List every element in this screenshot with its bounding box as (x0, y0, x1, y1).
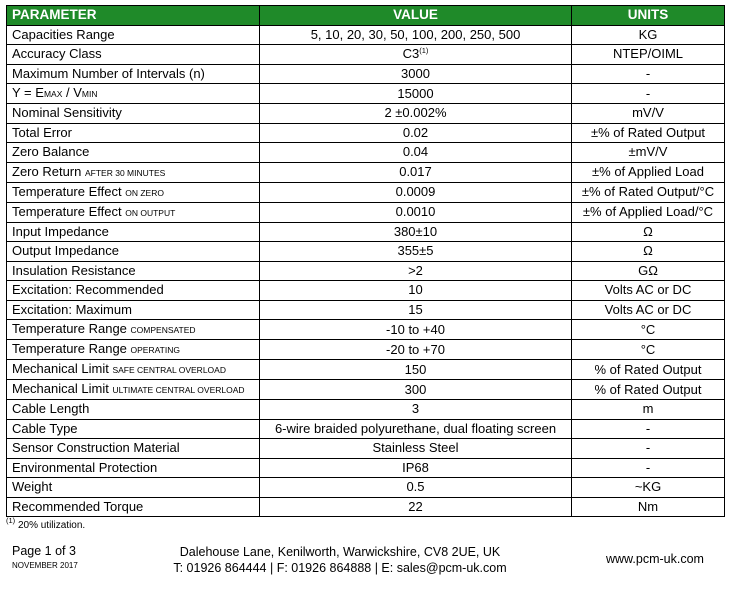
value-text: IP68 (402, 459, 429, 475)
units-cell: ±% of Rated Output/°C (572, 182, 725, 202)
parameter-qualifier: ON ZERO (125, 187, 164, 198)
parameter-name: Recommended Torque (12, 498, 144, 514)
parameter-name: Zero Balance (12, 144, 90, 160)
value-cell (260, 497, 572, 517)
units-cell: - (572, 458, 725, 478)
units-cell: Ω (572, 222, 725, 242)
parameter-name: Temperature Range (12, 341, 127, 356)
table-row (7, 182, 725, 202)
value-text: 0.04 (402, 144, 429, 160)
value-footnote-marker: (1) (419, 46, 429, 56)
parameter-cell (7, 458, 260, 478)
table-row (7, 45, 725, 65)
value-text: -20 to +70 (386, 341, 445, 357)
table-row (7, 300, 725, 320)
value-text: 0.0009 (395, 184, 436, 199)
value-text: 2 ±0.002% (384, 105, 447, 121)
value-cell (260, 123, 572, 143)
value-cell (260, 419, 572, 439)
units-cell: ±mV/V (572, 143, 725, 163)
table-row (7, 340, 725, 360)
footer-contact: T: 01926 864444 | F: 01926 864888 | E: sales@pcm-uk.com (173, 561, 507, 575)
value-cell (260, 84, 572, 104)
value-cell (260, 182, 572, 202)
parameter-name: Mechanical Limit (12, 361, 109, 376)
units-cell: Ω (572, 242, 725, 262)
value-cell (260, 281, 572, 301)
table-row (7, 64, 725, 84)
table-row (7, 242, 725, 262)
table-row (7, 202, 725, 222)
value-cell (260, 242, 572, 262)
parameter-name: Weight (12, 479, 53, 495)
value-text: 22 (408, 498, 423, 514)
parameter-cell (7, 300, 260, 320)
parameter-cell (7, 400, 260, 420)
document-date: NOVEMBER 2017 (12, 561, 78, 570)
parameter-name: Insulation Resistance (12, 262, 136, 278)
footnote-text: 20% utilization. (15, 520, 86, 531)
parameter-cell (7, 25, 260, 45)
table-row (7, 143, 725, 163)
units-cell: - (572, 84, 725, 104)
table-row (7, 25, 725, 45)
value-text: >2 (408, 262, 423, 278)
footer-address-block (160, 544, 520, 576)
parameter-qualifier: OPERATING (130, 345, 180, 355)
value-cell (260, 400, 572, 420)
units-cell: GΩ (572, 261, 725, 281)
parameter-cell (7, 64, 260, 84)
value-cell (260, 104, 572, 124)
table-body (7, 25, 725, 517)
table-row (7, 478, 725, 498)
value-cell (260, 300, 572, 320)
table-row (7, 162, 725, 182)
header-parameter: PARAMETER (7, 6, 260, 26)
value-text: 355±5 (397, 243, 434, 259)
parameter-cell (7, 281, 260, 301)
value-cell (260, 162, 572, 182)
value-text: Stainless Steel (372, 440, 459, 456)
header-units: UNITS (572, 6, 725, 26)
parameter-qualifier: COMPENSATED (130, 325, 196, 335)
value-cell (260, 25, 572, 45)
parameter-subscript: MAX (43, 89, 63, 99)
parameter-cell (7, 419, 260, 439)
table-row (7, 320, 725, 340)
parameter-name: Mechanical Limit (12, 381, 109, 396)
table-row (7, 222, 725, 242)
parameter-name: Excitation: Maximum (12, 301, 132, 317)
parameter-name: Capacities Range (12, 26, 115, 42)
table-row (7, 281, 725, 301)
parameter-name: Accuracy Class (12, 46, 102, 62)
parameter-name: Output Impedance (12, 243, 119, 259)
parameter-name: Total Error (12, 124, 72, 140)
value-text: 300 (404, 381, 427, 397)
table-row (7, 123, 725, 143)
header-value: VALUE (260, 6, 572, 26)
value-text: C3 (402, 46, 420, 62)
footer-website: www.pcm-uk.com (606, 552, 704, 566)
footer-left (12, 544, 78, 570)
parameter-cell (7, 380, 260, 400)
value-cell (260, 222, 572, 242)
table-row (7, 84, 725, 104)
value-cell (260, 439, 572, 459)
parameter-name: Y = E (12, 85, 44, 100)
parameter-name: Temperature Effect (12, 203, 122, 219)
table-row (7, 104, 725, 124)
table-row (7, 360, 725, 380)
units-cell: % of Rated Output (572, 380, 725, 400)
parameter-cell (7, 320, 260, 340)
parameter-qualifier: SAFE CENTRAL OVERLOAD (112, 365, 226, 375)
value-cell (260, 478, 572, 498)
parameter-cell (7, 497, 260, 517)
parameter-cell (7, 45, 260, 65)
units-cell: Volts AC or DC (572, 300, 725, 320)
table-row (7, 400, 725, 420)
units-cell: Volts AC or DC (572, 281, 725, 301)
value-text: 15 (408, 301, 423, 317)
value-cell (260, 45, 572, 65)
table-row (7, 261, 725, 281)
value-text: 6-wire braided polyurethane, dual floating screen (274, 420, 557, 436)
value-text: 150 (404, 361, 427, 377)
parameter-cell (7, 84, 260, 104)
parameter-name: Cable Length (12, 401, 90, 417)
parameter-cell (7, 360, 260, 380)
parameter-cell (7, 222, 260, 242)
parameter-name: Zero Return (12, 163, 82, 179)
value-cell (260, 143, 572, 163)
parameter-cell (7, 143, 260, 163)
value-text: 3 (411, 401, 420, 417)
parameter-name: Nominal Sensitivity (12, 105, 122, 121)
parameter-cell (7, 123, 260, 143)
value-text: 380±10 (393, 223, 438, 239)
units-cell: ±% of Rated Output (572, 123, 725, 143)
value-cell (260, 340, 572, 360)
parameter-mid: / V (62, 85, 82, 100)
table-header-row (7, 6, 725, 26)
value-text: 0.0010 (395, 204, 436, 219)
units-cell: - (572, 64, 725, 84)
value-text: 10 (408, 282, 423, 298)
units-cell: KG (572, 25, 725, 45)
units-cell: m (572, 400, 725, 420)
table-row (7, 439, 725, 459)
page-number: Page 1 of 3 (12, 544, 76, 558)
parameter-cell (7, 340, 260, 360)
units-cell: °C (572, 320, 725, 340)
units-cell: NTEP/OIML (572, 45, 725, 65)
value-cell (260, 360, 572, 380)
value-cell (260, 380, 572, 400)
parameter-cell (7, 182, 260, 202)
parameter-name: Input Impedance (12, 223, 109, 239)
parameter-cell (7, 478, 260, 498)
parameter-name: Maximum Number of Intervals (n) (12, 65, 205, 81)
value-cell (260, 64, 572, 84)
units-cell: % of Rated Output (572, 360, 725, 380)
units-cell: ±% of Applied Load (572, 162, 725, 182)
value-text: 5, 10, 20, 30, 50, 100, 200, 250, 500 (310, 26, 521, 42)
value-cell (260, 458, 572, 478)
parameter-name: Cable Type (12, 420, 78, 436)
parameter-name: Temperature Range (12, 321, 127, 336)
parameter-name: Sensor Construction Material (12, 440, 180, 456)
footnote-marker: (1) (6, 516, 16, 525)
value-text: 0.017 (399, 164, 432, 179)
value-text: 3000 (401, 65, 430, 81)
parameter-cell (7, 242, 260, 262)
value-cell (260, 261, 572, 281)
value-cell (260, 202, 572, 222)
units-cell: °C (572, 340, 725, 360)
value-cell (260, 320, 572, 340)
parameter-qualifier: AFTER 30 MINUTES (85, 167, 166, 178)
parameter-cell (7, 104, 260, 124)
units-cell: ~KG (572, 478, 725, 498)
units-cell: Nm (572, 497, 725, 517)
units-cell: - (572, 439, 725, 459)
table-row (7, 458, 725, 478)
value-text: 15000 (397, 85, 434, 101)
parameter-name: Environmental Protection (12, 459, 158, 475)
footer-address: Dalehouse Lane, Kenilworth, Warwickshire, CV8 2UE, UK (179, 545, 501, 559)
units-cell: ±% of Applied Load/°C (572, 202, 725, 222)
parameter-cell (7, 202, 260, 222)
units-cell: mV/V (572, 104, 725, 124)
value-text: 0.02 (402, 124, 429, 140)
parameter-cell (7, 439, 260, 459)
parameter-cell (7, 261, 260, 281)
value-text: 0.5 (406, 479, 425, 495)
parameter-qualifier: ULTIMATE CENTRAL OVERLOAD (112, 385, 245, 395)
parameter-name: Temperature Effect (12, 183, 122, 199)
units-cell: - (572, 419, 725, 439)
table-row (7, 497, 725, 517)
footnote (6, 516, 86, 531)
value-text: -10 to +40 (386, 321, 445, 337)
parameter-subscript: MIN (81, 89, 98, 99)
parameter-qualifier: ON OUTPUT (125, 207, 176, 218)
table-row (7, 419, 725, 439)
specifications-table (6, 5, 725, 517)
table-row (7, 380, 725, 400)
parameter-name: Excitation: Recommended (12, 282, 164, 298)
parameter-cell (7, 162, 260, 182)
